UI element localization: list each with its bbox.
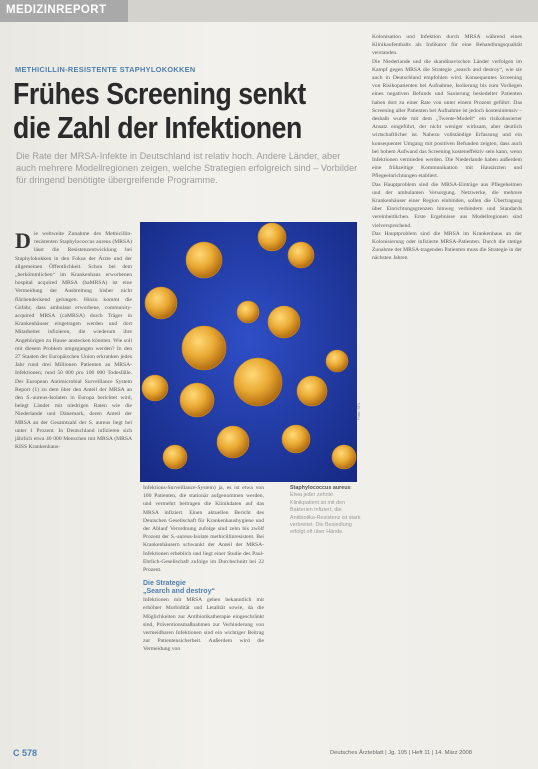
headline-line-1: Frühes Screening senkt xyxy=(13,76,306,111)
section-header-bar xyxy=(0,0,538,22)
photo-caption xyxy=(290,485,362,537)
subheading-line-2: „Search and destroy“ xyxy=(143,588,215,596)
column-3-paragraph-3: Das Hauptproblem sind die MRSA-Einträge aus Pflegeheimen und der ambulanten Versorgung. Netzwerke, die mehrere Krankenhäuser einer Region einbinden, sollen die Übertragung über Einrichtungsgrenzen hinweg verhindern und Standards vereinheitlichen. Erste Ergebnisse aus Modellregionen sind vielversprechend. xyxy=(372,181,522,229)
journal-citation: Deutsches Ärzteblatt | Jg. 105 | Heft 11 | 14. März 2008 xyxy=(330,750,472,756)
text-column-2 xyxy=(143,484,264,654)
subheading xyxy=(143,580,264,596)
bacteria-micrograph-image xyxy=(140,222,357,482)
drop-cap: D xyxy=(15,228,31,253)
column-1-text: ie weltweite Zunahme des Methicillin-resistenten Staphylococcus aureus (MRSA) lässt die Resistenzentwicklung bei Staphylokokken in den Fokus der Ärzte und der allgemeinen Öffentlichkeit. Schon bei dem „herkömmlichen“ im Krankenhaus erworbenen hospital acquired MRSA (haMRSA) ist eine Vermeidung der Ausbreitung bisher nicht flächendeckend gelungen. Hinzu kommt die Gefahr, dass ambulant erworbene, community-acquired MRSA (caMRSA) durch Träger in Krankenhäuser eingetragen werden und dort Mitarbeiter infizieren, die wiederum ihre Angehörigen zu Hause anstecken könnten. Wie soll mit diesem Problem umgegangen werden? In den 27 Staaten der Europäischen Union erkranken jedes Jahr rund drei Millionen Patienten an MRSA-Infektionen; rund 50 000 pro 100 000 Todesfälle. Der European Antimicrobial Surveillance System Report (1) zu dem über den Anteil der MRSA an den S.-aureus-Isolaten in Europa berichtet wird, belegt Länder mit niedrigen Raten wie die Niederlande und Dänemark, deren Anteil der MRSA an der Gesamtzahl der S. aureus liegt bei unter 1 Prozent. In Deutschland infizieren sich jährlich etwa 40 000 Menschen mit MRSA (MRSA KISS Krankenhaus- xyxy=(15,231,132,451)
caption-text: : Etwa jeder zehnte Klinikpatient ist mit den Bakterien infiziert, die Antibiotika-Resistenz ist stark verbreitet. Die Besiedlung erfolgt oft über Hände. xyxy=(290,485,361,536)
article-lede: Die Rate der MRSA-Infekte in Deutschland ist relativ hoch. Andere Länder, aber auch mehrere Modellregionen zeigen, welche Strategien erfolgreich sind – Vorbilder für dringend benötigte übergreifende Programme. xyxy=(16,151,358,186)
headline-line-2: die Zahl der Infektionen xyxy=(13,110,302,145)
column-3-paragraph-4: Das Hauptproblem sind die MRSA im Krankenhaus an der Kolonisierung oder infizierte MRSA-Patienten. Durch die stetige Zunahme der MRSA-tragenden Patienten muss die Strategie in der nächsten Jahren xyxy=(372,230,522,262)
text-column-1 xyxy=(15,230,132,451)
page-number: C 578 xyxy=(13,748,38,758)
column-2-paragraph-1: Infektions-Surveillance-System) ja, es ist etwa von 100 Patienten, die stationär aufgenommen werden, und vermehrt beitragen die Klinikdaten auf das MRSA infiziert. Einen aktuellen Bericht des Deutschen Gesellschaft für Krankenhaushygiene und der Ablauf Verordnung zufolge sind zehn bis zwölf Prozent der S.-aureus-Isolate methicillinresistent. Bei Krankenhäusern schwankt der Anteil der MRSA-Infektionen erheblich und liegt einer Studie des Paul-Ehrlich-Gesellschaft zufolge im Durchschnitt bei 22 Prozent. xyxy=(143,485,264,574)
column-3-paragraph-1: Kolonisation und Infektion durch MRSA während eines Klinikaufenthalts als Indikator für eine Behandlungsqualität verstanden. xyxy=(372,34,522,57)
subheading-line-1: Die Strategie xyxy=(143,580,186,588)
section-label: MEDIZINREPORT xyxy=(6,4,107,16)
caption-title: Staphylococcus aureus xyxy=(290,485,351,491)
photo-credit: Foto: SPL xyxy=(356,402,361,420)
column-2-paragraph-2: Infektionen mit MRSA gehen bekanntlich mit erhöhter Morbidität und Letalität sowie, da die Möglichkeiten zur Antibiotikatherapie eingeschränkt sind, Präventionsmaßnahmen zur Verhinderung von vermeidbaren Infektionen sind ein wichtiger Beitrag zur Patientensicherheit. Außerdem wird die Vermeidung von xyxy=(143,597,264,653)
article-headline xyxy=(13,77,318,145)
section-header-right xyxy=(128,0,538,22)
column-3-paragraph-2: Die Niederlande und die skandinavischen Länder verfolgen im Kampf gegen MRSA die Strategie „search and destroy“, wie sie auch in Deutschland empfohlen wird. Konsequentes Screening von Risikopatienten bei Aufnahme, Isolierung bis zum Vorliegen eines negativen Befunds und Sanierung besiedelter Patienten haben dort zu einer Rate von unter einem Prozent geführt. Das Screening aller Patienten bei Aufnahme ist jedoch kostenintensiv – deshalb wurde mit dem „Twente-Modell“ ein risikobasierter Ansatz eingeführt, der nicht weniger wirksam, aber deutlich wirtschaftlicher ist. Nahezu vollständige Erfassung und ein konsequenter Umgang mit positiven Befunden zeigten, dass auch bei hohem Aufwand das Screening kosteneffektiv sein kann, wenn Infektionen vermieden werden. Die Niederlande haben außerdem eine frühzeitige Kommunikation mit Hausärzten und Pflegeeinrichtungen etabliert. xyxy=(372,58,522,180)
micrograph-illustration xyxy=(140,222,357,482)
article-kicker: METHICILLIN-RESISTENTE STAPHYLOKOKKEN xyxy=(15,65,196,74)
text-column-3 xyxy=(372,33,522,263)
